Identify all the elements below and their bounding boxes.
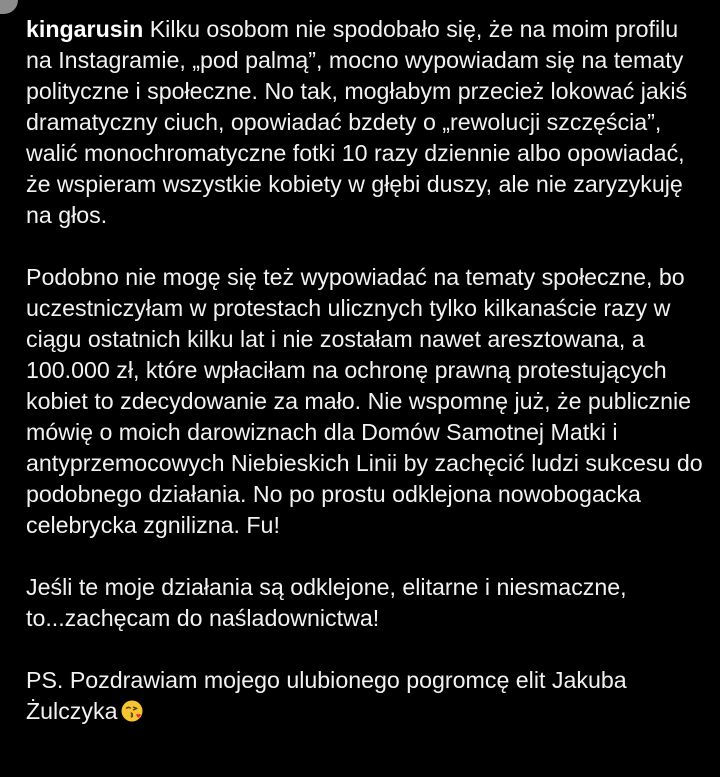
caption-text [26,14,706,727]
username-link[interactable]: kingarusin [26,16,144,42]
avatar[interactable] [0,0,18,14]
kissing-face-blowing-kiss-icon [121,700,143,722]
caption-paragraph-3: Jeśli te moje działania są odklejone, elitarne i niesmaczne, to...zachęcam do naśladownictwa! [26,574,627,631]
caption-paragraph-4-text: PS. Pozdrawiam mojego ulubionego pogromcę elit Jakuba Żulczyka [26,667,627,724]
caption-paragraph-1-text: Kilku osobom nie spodobało się, że na moim profilu na Instagramie, „pod palmą”, mocno wypowiadam się na tematy polityczne i społeczne. No tak, mogłabym przecież lokować jakiś dramatyczny ciuch, opowiadać bzdety o „rewolucji szczęścia”, walić monochromatyczne fotki 10 razy dziennie albo opowiadać, że wspieram wszystkie kobiety w głębi duszy, ale nie zaryzykuję na głos. [26,16,688,228]
caption-paragraph-1 [26,14,706,231]
caption-paragraph-4 [26,665,706,727]
caption-paragraph-2: Podobno nie mogę się też wypowiadać na tematy społeczne, bo uczestniczyłam w protestach ulicznych tylko kilkanaście razy w ciągu ostatnich kilku lat i nie zostałam nawet aresztowana, a 100.000 zł, które wpłaciłam na ochronę prawną protestujących kobiet to zdecydowanie za mało. Nie wspomnę już, że publicznie mówię o moich darowiznach dla Domów Samotnej Matki i antyprzemocowych Niebieskich Linii by zachęcić ludzi sukcesu do podobnego działania. No po prostu odklejona nowobogacka celebrycka zgnilizna. Fu! [26,264,703,538]
